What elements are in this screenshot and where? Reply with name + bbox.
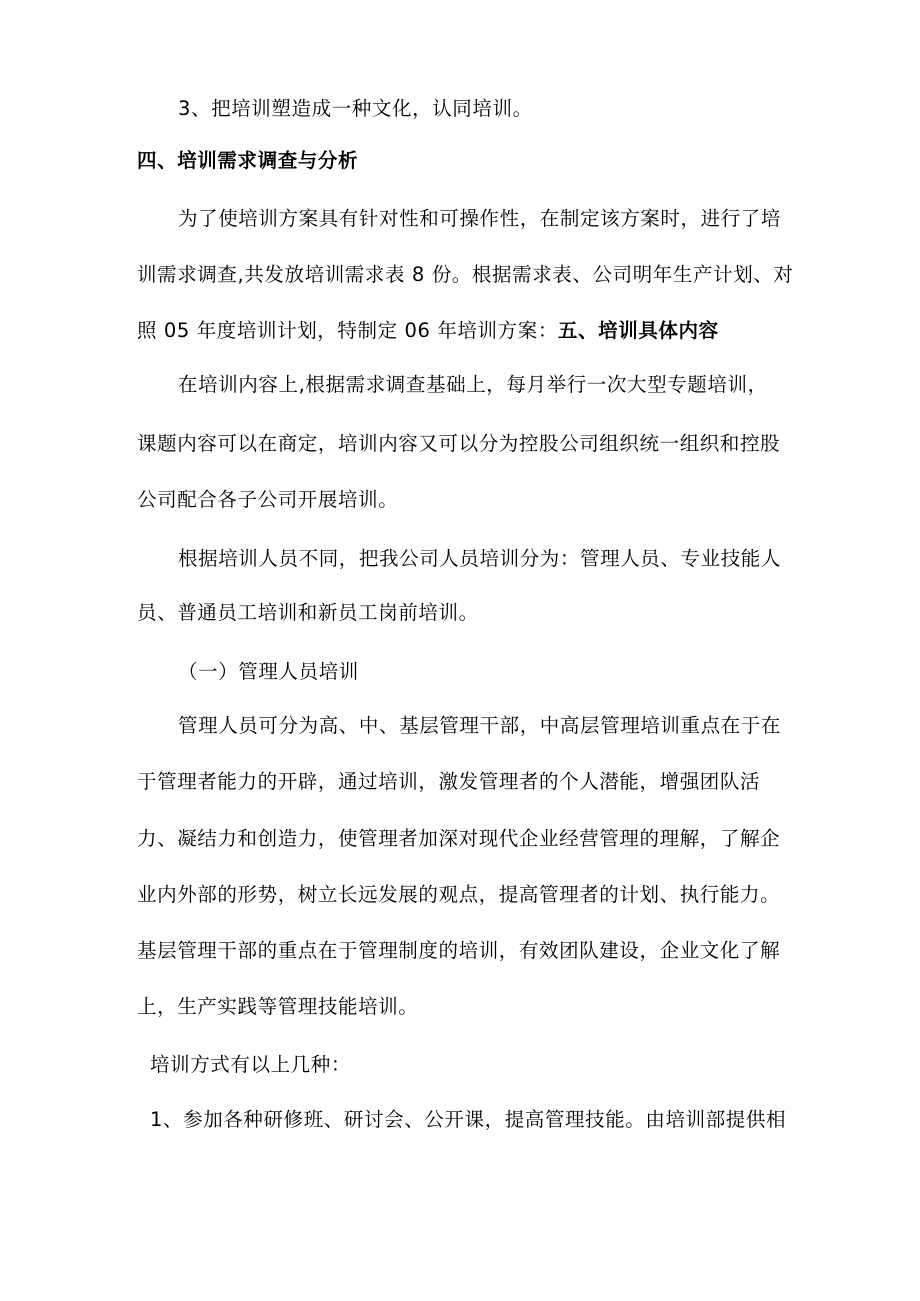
survey-paragraph-line-3 [137,318,719,344]
content-paragraph-line-3: 公司配合各子公司开展培训。 [137,488,399,511]
management-paragraph-line-5: 基层管理干部的重点在于管理制度的培训，有效团队建设，企业文化了解 [137,939,781,962]
content-paragraph-line-2: 课题内容可以在商定，培训内容又可以分为控股公司组织统一组织和控股 [137,432,781,455]
subsection-heading-management: （一）管理人员培训 [178,660,359,683]
list-item-3: 3、把培训塑造成一种文化，认同培训。 [178,97,533,120]
survey-paragraph-line-1: 为了使培训方案具有针对性和可操作性，在制定该方案时，进行了培 [178,207,782,230]
management-paragraph-line-4: 业内外部的形势，树立长远发展的观点，提高管理者的计划、执行能力。 [137,883,781,906]
management-paragraph-line-1: 管理人员可分为高、中、基层管理干部，中高层管理培训重点在于在 [178,714,782,737]
section-heading-training-content: 五、培训具体内容 [557,319,719,342]
management-paragraph-line-3: 力、凝结力和创造力，使管理者加深对现代企业经营管理的理解，了解企 [137,827,781,850]
survey-paragraph-line-2: 训需求调查,共发放培训需求表 8 份。根据需求表、公司明年生产计划、对 [137,263,794,286]
list-item-method-1: 1、参加各种研修班、研讨会、公开课，提高管理技能。由培训部提供相 [150,1108,787,1131]
section-heading-needs-analysis: 四、培训需求调查与分析 [137,149,359,172]
methods-intro: 培训方式有以上几种： [150,1053,352,1076]
personnel-paragraph-line-1: 根据培训人员不同，把我公司人员培训分为：管理人员、专业技能人 [178,547,782,570]
personnel-paragraph-line-2: 员、普通员工培训和新员工岗前培训。 [137,601,479,624]
management-paragraph-line-6: 上，生产实践等管理技能培训。 [137,995,419,1018]
management-paragraph-line-2: 于管理者能力的开辟，通过培训，激发管理者的个人潜能，增强团队活 [137,770,761,793]
content-paragraph-line-1: 在培训内容上,根据需求调查基础上，每月举行一次大型专题培训， [178,373,768,396]
survey-paragraph-text: 照 05 年度培训计划，特制定 06 年培训方案： [137,319,558,342]
